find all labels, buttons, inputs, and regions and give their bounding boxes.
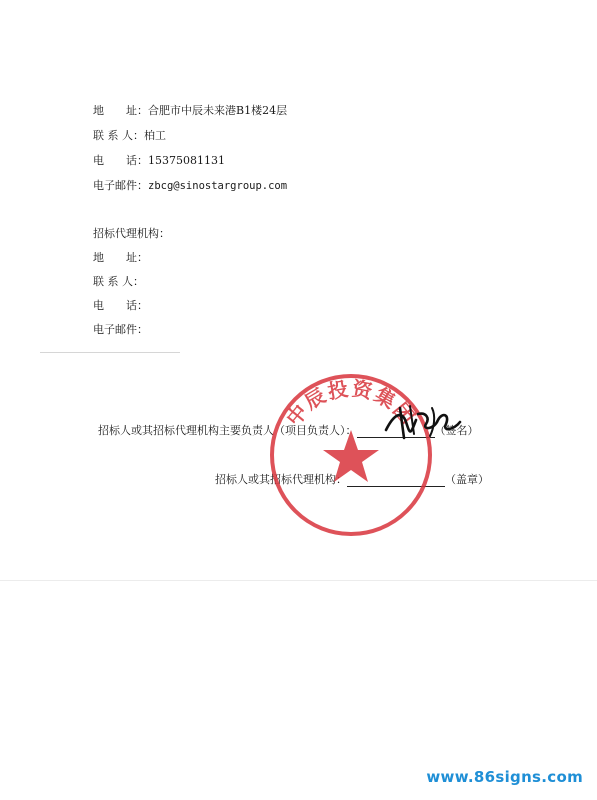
tenderer-email-row xyxy=(93,179,287,193)
agency-address-row xyxy=(93,251,148,265)
contact-value: 柏工 xyxy=(144,129,166,142)
phone-value: 15375081131 xyxy=(148,154,225,167)
org-seal-label: 招标人或其招标代理机构： xyxy=(215,473,347,486)
tenderer-phone-row xyxy=(93,154,225,168)
site-watermark: www.86signs.com xyxy=(426,768,583,786)
agency-email-label: 电子邮件： xyxy=(93,323,148,336)
contact-label: 联 系 人： xyxy=(93,129,144,142)
agency-contact-row xyxy=(93,275,144,289)
address-label: 地 址： xyxy=(93,104,148,117)
scan-speck xyxy=(40,352,180,353)
agency-phone-row xyxy=(93,299,148,313)
seal-text: 中辰投资集团 xyxy=(281,376,421,431)
agency-email-row xyxy=(93,323,148,337)
company-seal xyxy=(268,372,434,538)
email-value: zbcg@sinostargroup.com xyxy=(148,180,288,192)
email-label: 电子邮件： xyxy=(93,179,148,192)
handwritten-signature xyxy=(380,400,466,442)
person-signature-suffix: （签名） xyxy=(434,424,479,437)
agency-phone-label: 电 话： xyxy=(93,299,148,312)
tenderer-contact-row xyxy=(93,129,166,143)
agency-address-label: 地 址： xyxy=(93,251,148,264)
phone-label: 电 话： xyxy=(93,154,148,167)
agency-heading xyxy=(93,227,170,241)
org-seal-suffix: （盖章） xyxy=(445,473,489,486)
tenderer-address-row xyxy=(93,104,287,118)
scan-speck xyxy=(0,580,597,581)
person-signature-label: 招标人或其招标代理机构主要负责人（项目负责人）： xyxy=(98,424,357,437)
seal-star xyxy=(323,430,379,482)
address-value: 合肥市中辰未来港B1楼24层 xyxy=(148,104,288,117)
agency-contact-label: 联 系 人： xyxy=(93,275,144,288)
agency-heading-text: 招标代理机构： xyxy=(93,227,170,240)
